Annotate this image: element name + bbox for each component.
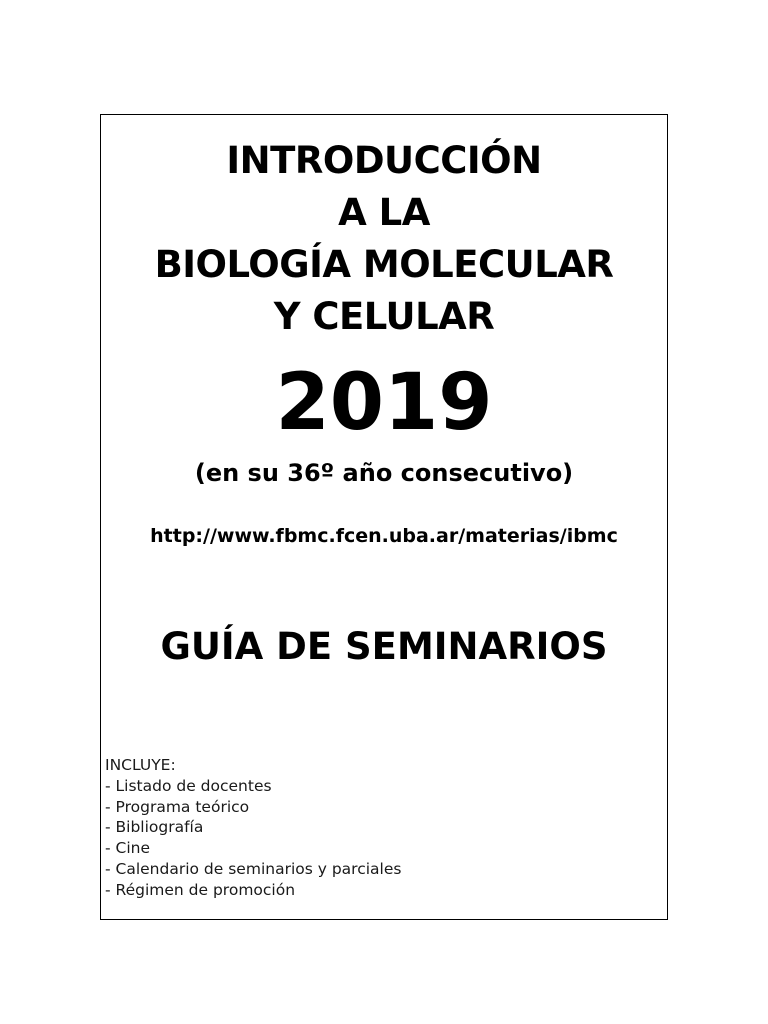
course-title	[101, 135, 667, 343]
list-item: - Listado de docentes	[105, 776, 272, 795]
list-item: - Cine	[105, 839, 151, 858]
course-title-line-1: INTRODUCCIÓN	[226, 139, 542, 182]
list-item: - Bibliografía	[105, 818, 204, 837]
list-item: - Calendario de seminarios y parciales	[105, 859, 402, 878]
course-title-line-2: A LA	[338, 191, 430, 234]
course-year: 2019	[275, 358, 493, 448]
course-url: http://www.fbmc.fcen.uba.ar/materias/ibmc	[150, 525, 618, 547]
course-title-line-3: BIOLOGÍA MOLECULAR	[154, 243, 614, 286]
list-item: - Programa teórico	[105, 797, 250, 816]
guide-title: GUÍA DE SEMINARIOS	[160, 625, 608, 668]
cover-frame	[100, 114, 668, 920]
list-item: - Régimen de promoción	[105, 880, 296, 899]
includes-list	[105, 776, 401, 901]
includes-heading: INCLUYE:	[105, 756, 176, 774]
course-title-line-4: Y CELULAR	[273, 295, 495, 338]
includes-section	[105, 755, 401, 901]
course-subtitle: (en su 36º año consecutivo)	[194, 459, 574, 487]
